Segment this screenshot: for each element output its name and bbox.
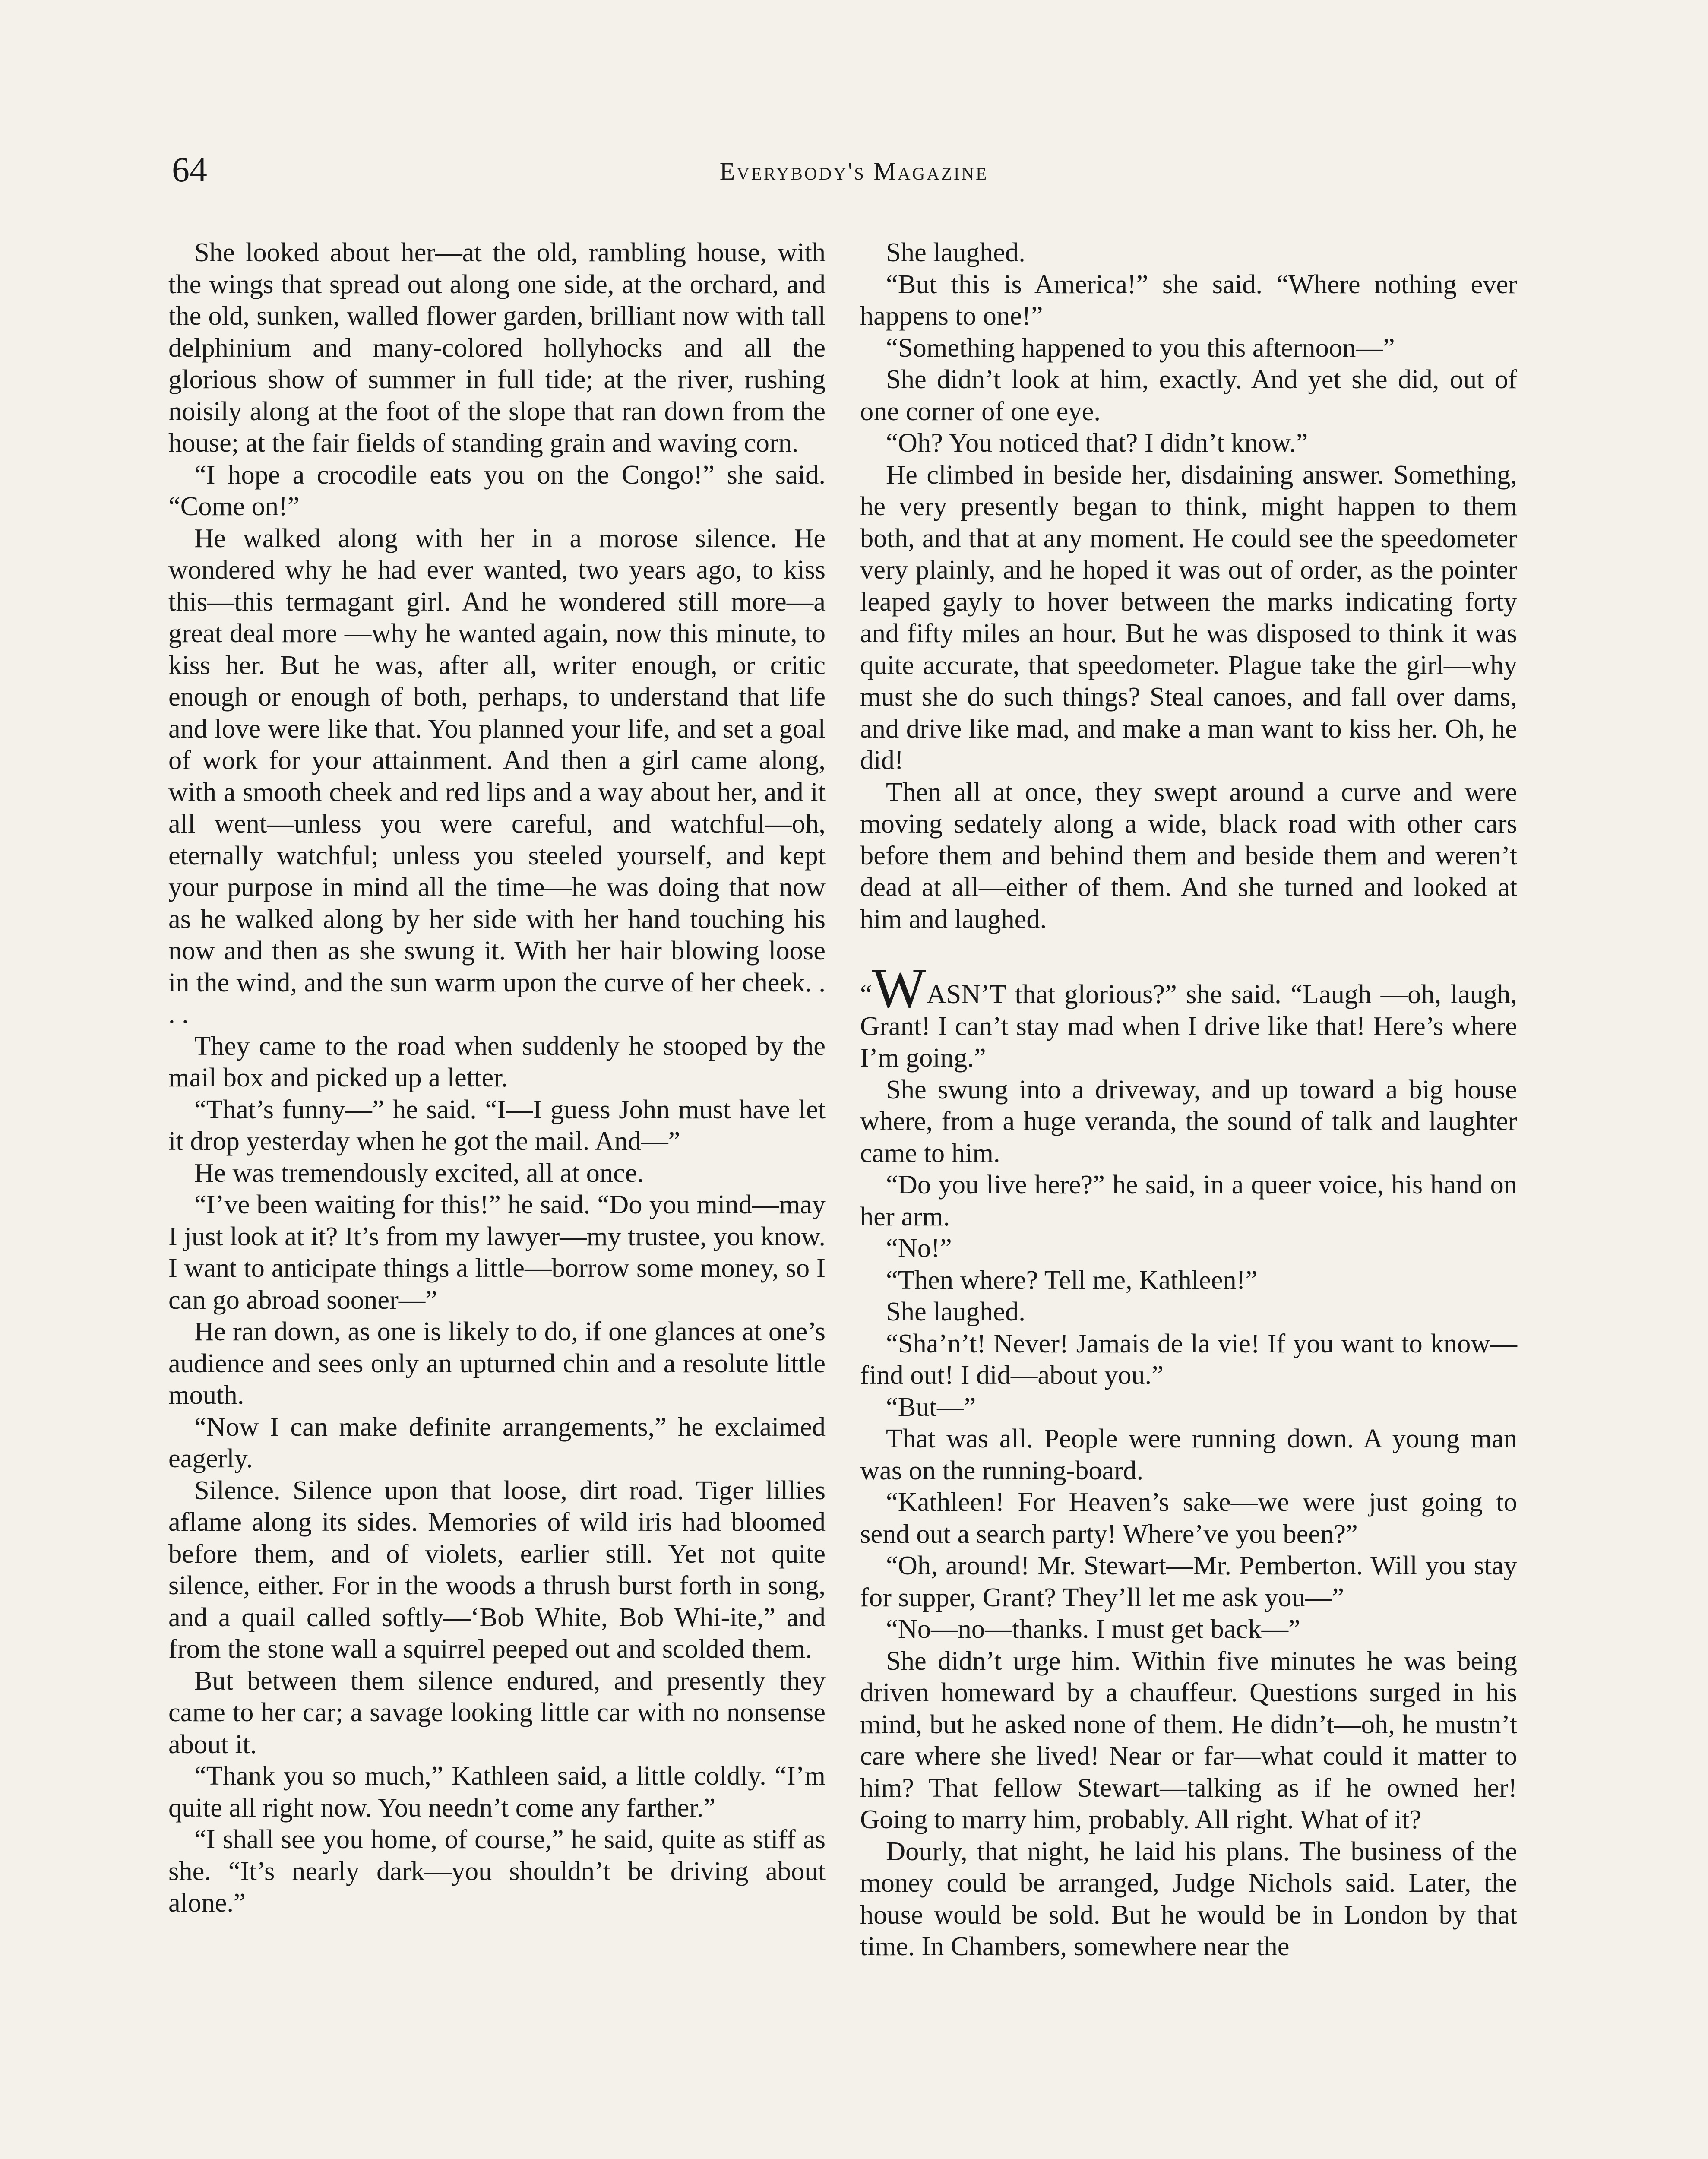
left-column xyxy=(168,237,826,1919)
paragraph: She laughed. xyxy=(886,237,1025,267)
paragraph: “Something happened to you this afternoon—” xyxy=(886,332,1395,363)
paragraph: “Oh, around! Mr. Stewart—Mr. Pemberton. Will you stay for supper, Grant? They’ll let me ask you—” xyxy=(860,1550,1517,1612)
paragraph: Dourly, that night, he laid his plans. The business of the money could be arranged, Judge Nichols said. Later, the house would be sold. But he would be in London by that time. In Chambers, somewhere near the xyxy=(860,1836,1517,1961)
paragraph: She didn’t look at him, exactly. And yet she did, out of one corner of one eye. xyxy=(860,364,1517,426)
section-opening-text: ASN’T that glorious?” she said. “Laugh —oh, laugh, Grant! I can’t stay mad when I drive like that! Here’s where I’m going.” xyxy=(860,979,1517,1073)
paragraph: “Oh? You noticed that? I didn’t know.” xyxy=(886,427,1308,458)
paragraph: He climbed in beside her, disdaining answer. Something, he very presently began to think, might happen to them both, and that at any moment. He could see the speedometer very plainly, and he hoped it was out of order, as the pointer leaped gayly to hover between the marks indicating forty and fifty miles an hour. But he was disposed to think it was quite accurate, that speedometer. Plague take the girl—why must she do such things? Steal canoes, and fall over dams, and drive like mad, and make a man want to kiss her. Oh, he did! xyxy=(860,459,1517,775)
paragraph: She didn’t urge him. Within five minutes he was being driven homeward by a chauffeur. Questions surged in his mind, but he asked none of them. He didn’t—oh, he mustn’t care where she lived! Near or far—what could it matter to him? That fellow Stewart—talking as if he owned her! Going to marry him, probably. All right. What of it? xyxy=(860,1645,1517,1834)
paragraph: He walked along with her in a morose silence. He wondered why he had ever wanted, two years ago, to kiss this—this termagant girl. And he wondered still more—a great deal more —why he wanted again, now this minute, to kiss her. But he was, after all, writer enough, or critic enough or enough of both, perhaps, to understand that life and love were like that. You planned your life, and set a goal of work for your attainment. And then a girl came along, with a smooth cheek and red lips and a way about her, and it all went—unless you were careful, and watchful—oh, eternally watchful; unless you steeled yourself, and kept your purpose in mind all the time—he was doing that now as he walked along by her side with her hand touching his now and then as she swung it. With her hair blowing loose in the wind, and the sun warm upon the curve of her cheek. . . . xyxy=(168,522,826,1029)
paragraph: “That’s funny—” he said. “I—I guess John must have let it drop yesterday when he got the mail. And—” xyxy=(168,1094,826,1156)
paragraph: “But—” xyxy=(886,1391,976,1422)
right-column xyxy=(860,237,1517,1963)
paragraph: She swung into a driveway, and up toward a big house where, from a huge veranda, the sound of talk and laughter came to him. xyxy=(860,1074,1517,1168)
paragraph: “I hope a crocodile eats you on the Congo!” she said. “Come on!” xyxy=(168,459,826,521)
paragraph: She looked about her—at the old, rambling house, with the wings that spread out along one side, at the orchard, and the old, sunken, walled flower garden, brilliant now with tall delphinium and many-colored hollyhocks and all the glorious show of summer in full tide; at the river, rushing noisily along at the foot of the slope that ran down from the house; at the fair fields of standing grain and waving corn. xyxy=(168,237,826,458)
paragraph: Silence. Silence upon that loose, dirt road. Tiger lillies aflame along its sides. Memories of wild iris had bloomed before them, and of violets, earlier still. Yet not quite silence, either. For in the woods a thrush burst forth in song, and a quail called softly—‘Bob White, Bob Whi-ite,” and from the stone wall a squirrel peeped out and scolded them. xyxy=(168,1475,826,1664)
paragraph: He was tremendously excited, all at once. xyxy=(194,1157,644,1188)
paragraph: “I shall see you home, of course,” he said, quite as stiff as she. “It’s nearly dark—you shouldn’t be driving about alone.” xyxy=(168,1824,826,1918)
paragraph: They came to the road when suddenly he stooped by the mail box and picked up a letter. xyxy=(168,1030,826,1092)
drop-cap: W xyxy=(872,956,926,1020)
paragraph: That was all. People were running down. A young man was on the running-board. xyxy=(860,1423,1517,1485)
section-opening-paragraph xyxy=(860,956,1517,1074)
paragraph: “No!” xyxy=(886,1233,952,1263)
paragraph: He ran down, as one is likely to do, if one glances at one’s audience and sees only an upturned chin and a resolute little mouth. xyxy=(168,1316,826,1410)
paragraph: Then all at once, they swept around a curve and were moving sedately along a wide, black road with other cars before them and behind them and beside them and weren’t dead at all—either of them. And she turned and looked at him and laughed. xyxy=(860,776,1517,934)
paragraph: “Thank you so much,” Kathleen said, a little coldly. “I’m quite all right now. You needn’t come any farther.” xyxy=(168,1760,826,1823)
open-quote: “ xyxy=(860,979,872,1009)
paragraph: “No—no—thanks. I must get back—” xyxy=(886,1614,1300,1644)
running-head: Everybody's Magazine xyxy=(719,157,989,185)
paragraph: “Then where? Tell me, Kathleen!” xyxy=(886,1264,1258,1295)
paragraph: “Now I can make definite arrangements,” he exclaimed eagerly. xyxy=(168,1411,826,1473)
paragraph: She laughed. xyxy=(886,1296,1025,1326)
paragraph: “Kathleen! For Heaven’s sake—we were just going to send out a search party! Where’ve you been?” xyxy=(860,1487,1517,1549)
paragraph: “I’ve been waiting for this!” he said. “Do you mind—may I just look at it? It’s from my lawyer—my trustee, you know. I want to anticipate things a little—borrow some money, so I can go abroad sooner—” xyxy=(168,1189,826,1315)
paragraph: “Do you live here?” he said, in a queer voice, his hand on her arm. xyxy=(860,1169,1517,1231)
paragraph: “Sha’n’t! Never! Jamais de la vie! If you want to know—find out! I did—about you.” xyxy=(860,1328,1517,1390)
page-number: 64 xyxy=(172,150,207,189)
paragraph: “But this is America!” she said. “Where nothing ever happens to one!” xyxy=(860,269,1517,331)
paragraph: But between them silence endured, and presently they came to her car; a savage looking little car with no nonsense about it. xyxy=(168,1665,826,1759)
